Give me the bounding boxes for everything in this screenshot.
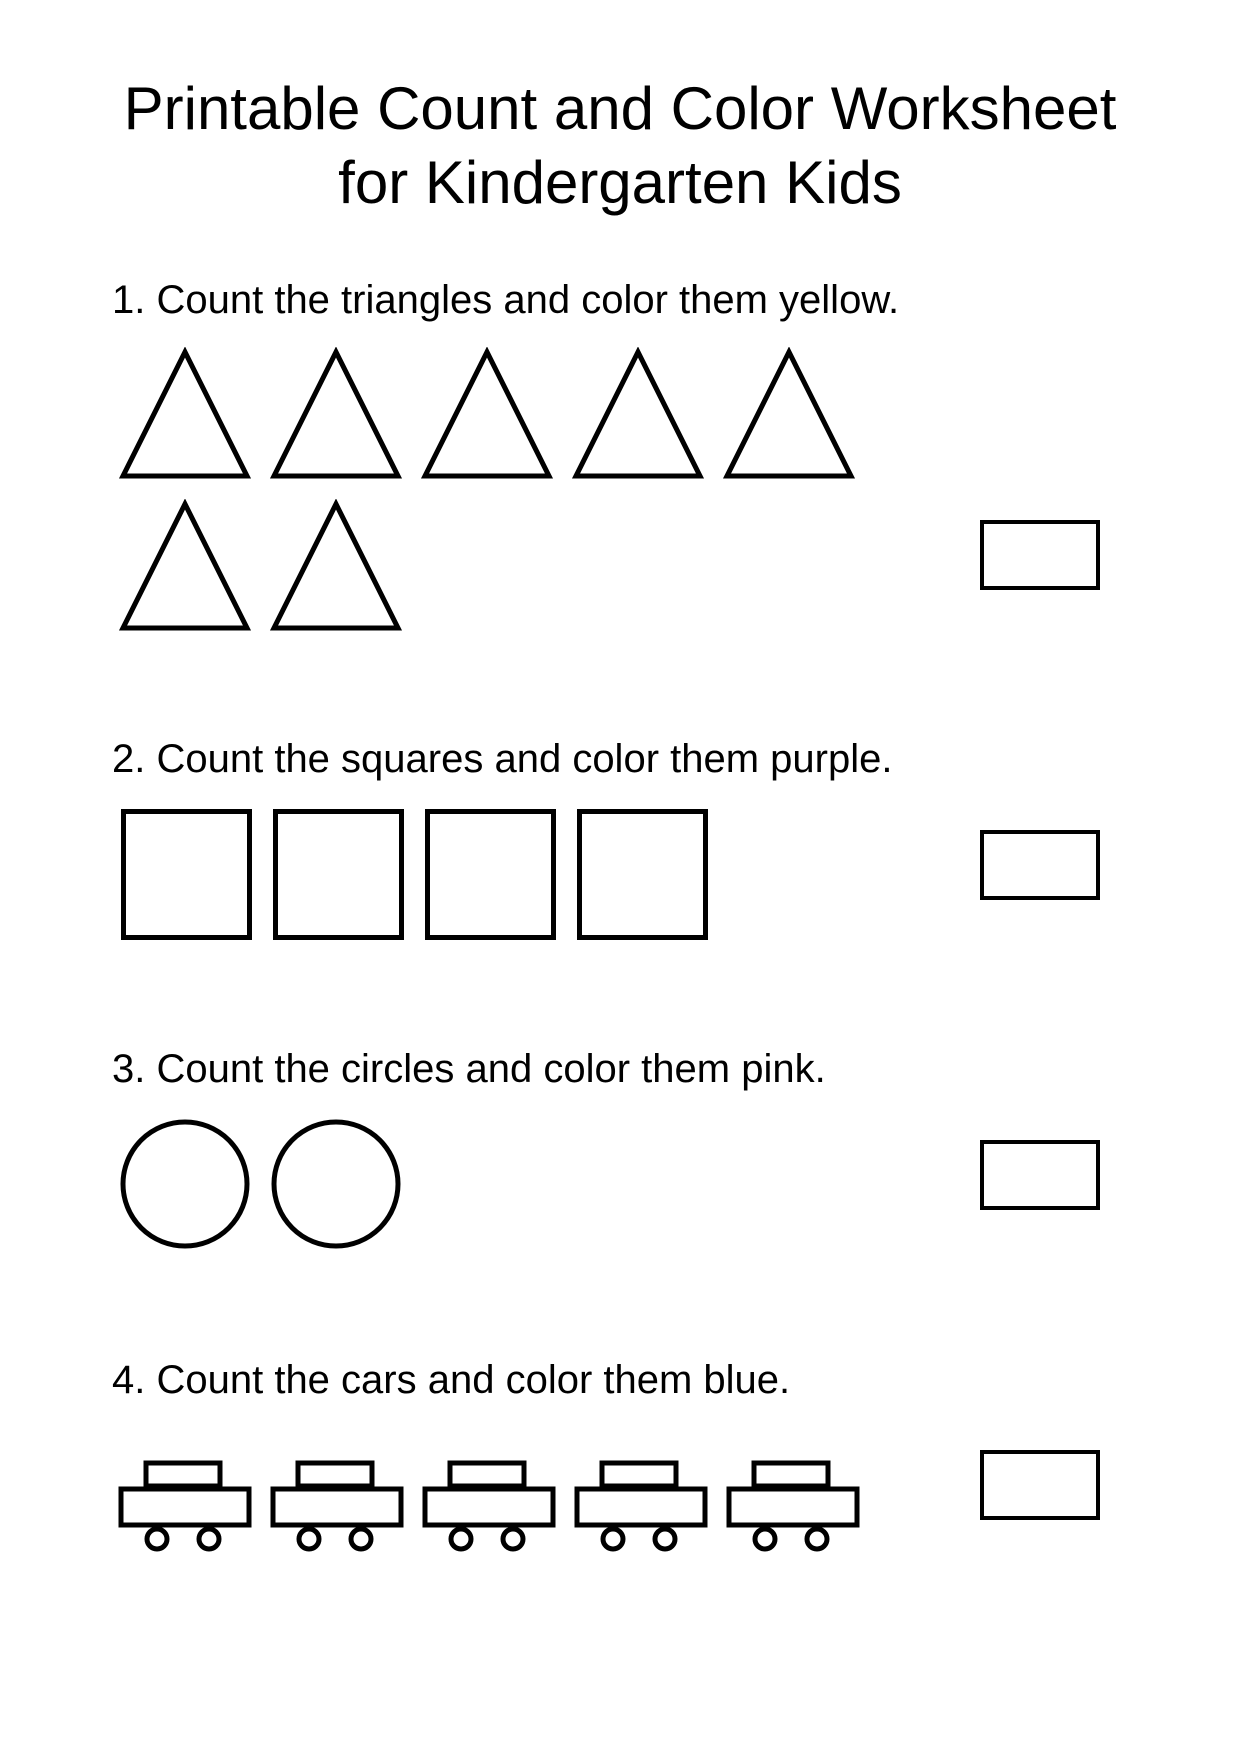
- instruction-1: 1. Count the triangles and color them yellow.: [112, 278, 900, 322]
- answer-box-4[interactable]: [980, 1450, 1100, 1520]
- car-shape: [422, 1460, 556, 1554]
- square-shape: [121, 809, 252, 940]
- triangle-shape: [118, 499, 252, 633]
- page-title-line-2: for Kindergarten Kids: [338, 149, 902, 216]
- car-shape: [726, 1460, 860, 1554]
- triangle-row: [118, 499, 856, 633]
- triangle-shapes-group: [118, 347, 856, 633]
- triangle-shape: [420, 347, 554, 481]
- triangle-shape: [571, 347, 705, 481]
- square-shape: [577, 809, 708, 940]
- circle-shape: [269, 1117, 403, 1251]
- answer-box-3[interactable]: [980, 1140, 1100, 1210]
- car-shape: [118, 1460, 252, 1554]
- square-shapes-group: [121, 809, 708, 940]
- circle-row: [118, 1117, 403, 1251]
- answer-box-1[interactable]: [980, 520, 1100, 590]
- triangle-shape: [722, 347, 856, 481]
- square-shape: [425, 809, 556, 940]
- circle-shapes-group: [118, 1117, 403, 1251]
- triangle-shape: [118, 347, 252, 481]
- page-title-line-1: Printable Count and Color Worksheet: [123, 75, 1117, 142]
- instruction-2: 2. Count the squares and color them purple.: [112, 737, 893, 781]
- instruction-3: 3. Count the circles and color them pink.: [112, 1047, 826, 1091]
- triangle-shape: [269, 347, 403, 481]
- square-shape: [273, 809, 404, 940]
- car-shapes-group: [118, 1460, 860, 1554]
- square-row: [121, 809, 708, 940]
- answer-box-2[interactable]: [980, 830, 1100, 900]
- triangle-row: [118, 347, 856, 481]
- car-shape: [270, 1460, 404, 1554]
- triangle-shape: [269, 499, 403, 633]
- car-shape: [574, 1460, 708, 1554]
- circle-shape: [118, 1117, 252, 1251]
- page-title: [0, 72, 1240, 220]
- car-row: [118, 1460, 860, 1554]
- instruction-4: 4. Count the cars and color them blue.: [112, 1358, 791, 1402]
